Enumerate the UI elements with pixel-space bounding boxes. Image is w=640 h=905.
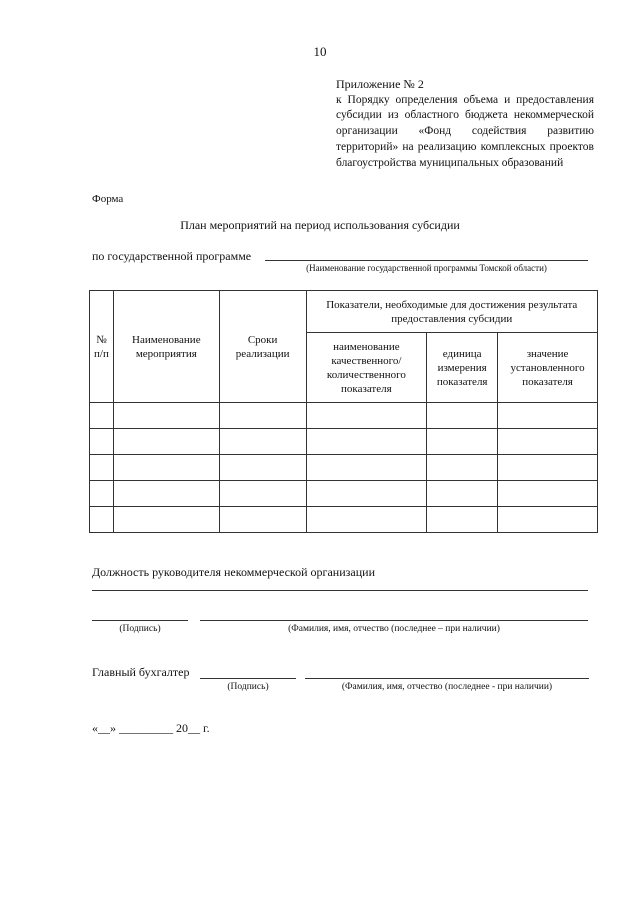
table-row — [90, 481, 598, 507]
table-row — [90, 429, 598, 455]
table-cell — [306, 455, 427, 481]
table-cell — [427, 403, 498, 429]
table-cell — [219, 507, 306, 533]
table-cell — [90, 403, 114, 429]
program-hint: (Наименование государственной программы Томской области) — [306, 263, 547, 273]
table-cell — [498, 481, 598, 507]
header-indicator-name: наименование качественного/ количественного показателя — [306, 333, 427, 403]
table-cell — [113, 455, 219, 481]
table-cell — [498, 403, 598, 429]
accountant-label: Главный бухгалтер — [92, 665, 190, 679]
activity-plan-table — [89, 290, 598, 533]
table-cell — [427, 455, 498, 481]
table-cell — [113, 507, 219, 533]
table-cell — [219, 429, 306, 455]
table-cell — [113, 403, 219, 429]
table-cell — [90, 481, 114, 507]
table-cell — [498, 429, 598, 455]
header-indicators-group: Показатели, необходимые для достижения результата предоставления субсидии — [306, 291, 598, 333]
header-value: значение установленного показателя — [498, 333, 598, 403]
table-cell — [498, 507, 598, 533]
table-cell — [427, 429, 498, 455]
table-cell — [306, 481, 427, 507]
table-cell — [427, 481, 498, 507]
accountant-signature-line — [200, 678, 296, 679]
page-number: 10 — [313, 44, 327, 59]
document-title: План мероприятий на период использования субсидии — [180, 218, 460, 232]
table-cell — [498, 455, 598, 481]
header-name: Наименование мероприятия — [113, 291, 219, 403]
program-name-line — [265, 260, 588, 261]
table-row — [90, 455, 598, 481]
table-row — [90, 403, 598, 429]
accountant-full-name-caption: (Фамилия, имя, отчество (последнее - при наличии) — [341, 682, 553, 692]
table-cell — [219, 481, 306, 507]
header-period: Сроки реализации — [219, 291, 306, 403]
head-full-name-caption: (Фамилия, имя, отчество (последнее – при наличии) — [288, 624, 500, 634]
table-cell — [306, 403, 427, 429]
head-signature-caption: (Подпись) — [119, 624, 161, 634]
appendix-body: к Порядку определения объема и предоставления субсидии из областного бюджета некоммерческой организации «Фонд содействия развитию территорий» на реализацию комплексных проектов благоустройства муниципальных образований — [336, 93, 594, 169]
form-label: Форма — [92, 193, 124, 205]
head-position-line — [92, 590, 588, 591]
table-cell — [219, 403, 306, 429]
head-position-label: Должность руководителя некоммерческой организации — [92, 565, 375, 579]
accountant-full-name-line — [305, 678, 589, 679]
appendix-title: Приложение № 2 — [336, 77, 424, 91]
date-line: «__» _________ 20__ г. — [92, 721, 210, 735]
program-label: по государственной программе — [92, 249, 252, 263]
table-cell — [90, 429, 114, 455]
table-cell — [90, 507, 114, 533]
header-unit: единица измерения показателя — [427, 333, 498, 403]
table-cell — [219, 455, 306, 481]
table-cell — [306, 429, 427, 455]
head-signature-line — [92, 620, 188, 621]
accountant-signature-caption: (Подпись) — [227, 682, 269, 692]
header-num: № п/п — [90, 291, 114, 403]
table-cell — [113, 429, 219, 455]
head-full-name-line — [200, 620, 588, 621]
appendix-block — [336, 77, 594, 171]
table-cell — [113, 481, 219, 507]
table-row — [90, 507, 598, 533]
table-cell — [90, 455, 114, 481]
table-cell — [427, 507, 498, 533]
table-cell — [306, 507, 427, 533]
